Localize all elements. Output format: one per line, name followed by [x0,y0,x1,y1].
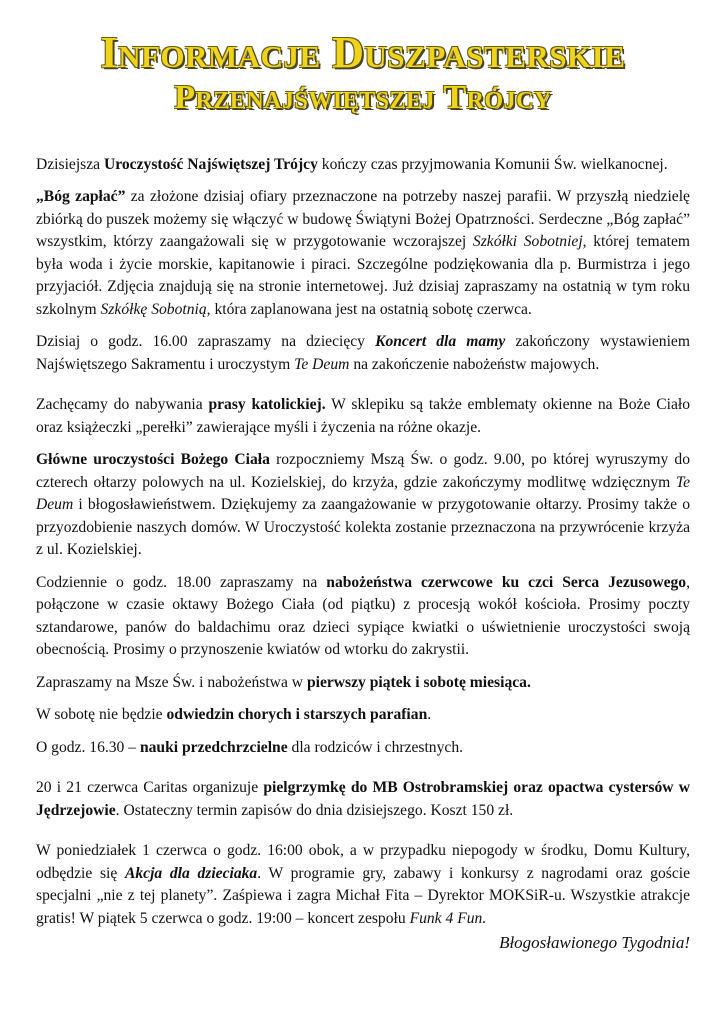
announcement-8: W sobotę nie będzie odwiedzin chorych i starszych parafian. [36,706,432,724]
announcement-11: W poniedziałek 1 czerwca o godz. 16:00 obok, a w przypadku niepogody w środku, Domu Kultury, odbędzie się Akcja dla dzieciaka. W programie gry, zabawy i konkursy z nagrodami oraz goście specjalni „nie z tej planety”. Zaśpiewa i zagra Michał Fita – Dyrektor MOKSiR-u. Wszystkie atrakcje gratis! W piątek 5 czerwca o godz. 19:00 – koncert zespołu Funk 4 Fun. [36,842,690,927]
page-subtitle: Przenajświętszej Trójcy [174,79,552,117]
announcement-6: Codziennie o godz. 18.00 zapraszamy na nabożeństwa czerwcowe ku czci Serca Jezusowego, połączone w czasie oktawy Bożego Ciała (od piątku) z procesją wokół kościoła. Prosimy poczty sztandarowe, panów do baldachimu oraz dzieci sypiące kwiatki o uświetnienie uroczystości swoją obecnością. Prosimy o przynoszenie kwiatów od wtorku do zakrystii. [36,573,690,659]
announcement-1: Dzisiejsza Uroczystość Najświętszej Trójcy kończy czas przyjmowania Komunii Św. wielkanocnej. [36,155,668,173]
announcement-10: 20 i 21 czerwca Caritas organizuje pielgrzymkę do MB Ostrobramskiej oraz opactwa cystersów w Jędrzejowie. Ostateczny termin zapisów do dnia dzisiejszego. Koszt 150 zł. [36,779,690,819]
page-title: Informacje Duszpasterskie [100,28,626,77]
announcement-5: Główne uroczystości Bożego Ciała rozpoczniemy Mszą Św. o godz. 9.00, po której wyruszymy do czterech ołtarzy polowych na ul. Kozielskiej, do krzyża, gdzie zakończymy modlitwę wdzięcznym Te Deum i błogosławieństwem. Dziękujemy za zaangażowanie w przygotowanie ołtarzy. Prosimy także o przyozdobienie naszych domów. W Uroczystość kolekta zostanie przeznaczona na przywrócenie krzyża z ul. Kozielskiej. [36,451,691,559]
announcement-3: Dzisiaj o godz. 16.00 zapraszamy na dziecięcy Koncert dla mamy zakończony wystawieniem Najświętszego Sakramentu i uroczystym Te Deum na zakończenie nabożeństw majowych. [36,333,690,373]
announcement-7: Zapraszamy na Msze Św. i nabożeństwa w pierwszy piątek i sobotę miesiąca. [36,673,531,691]
announcement-4: Zachęcamy do nabywania prasy katolickiej. W sklepiku są także emblematy okienne na Boże Ciało oraz książeczki „perełki” zawierające myśli i życzenia na różne okazje. [36,396,690,436]
announcements [36,154,690,931]
announcement-2: „Bóg zapłać” za złożone dzisiaj ofiary przeznaczone na potrzeby naszej parafii. W przyszłą niedzielę zbiórką do puszek możemy się włączyć w budowę Świątyni Bożej Opatrzności. Serdeczne „Bóg zapłać” wszystkim, którzy zaangażowali się w przygotowanie wczorajszej Szkółki Sobotniej, której tematem była woda i życie morskie, kapitanowie i piraci. Szczególne podziękowania dla p. Burmistrza i jego przyjaciół. Zdjęcia znajdują się na stronie internetowej. Już dzisiaj zapraszamy na ostatnią w tym roku szkolnym Szkółkę Sobotnią, która zaplanowana jest na ostatnią sobotę czerwca. [36,188,690,318]
closing-blessing: Błogosławionego Tygodnia! [499,933,690,952]
announcement-9: O godz. 16.30 – nauki przedchrzcielne dla rodziców i chrzestnych. [36,738,464,756]
